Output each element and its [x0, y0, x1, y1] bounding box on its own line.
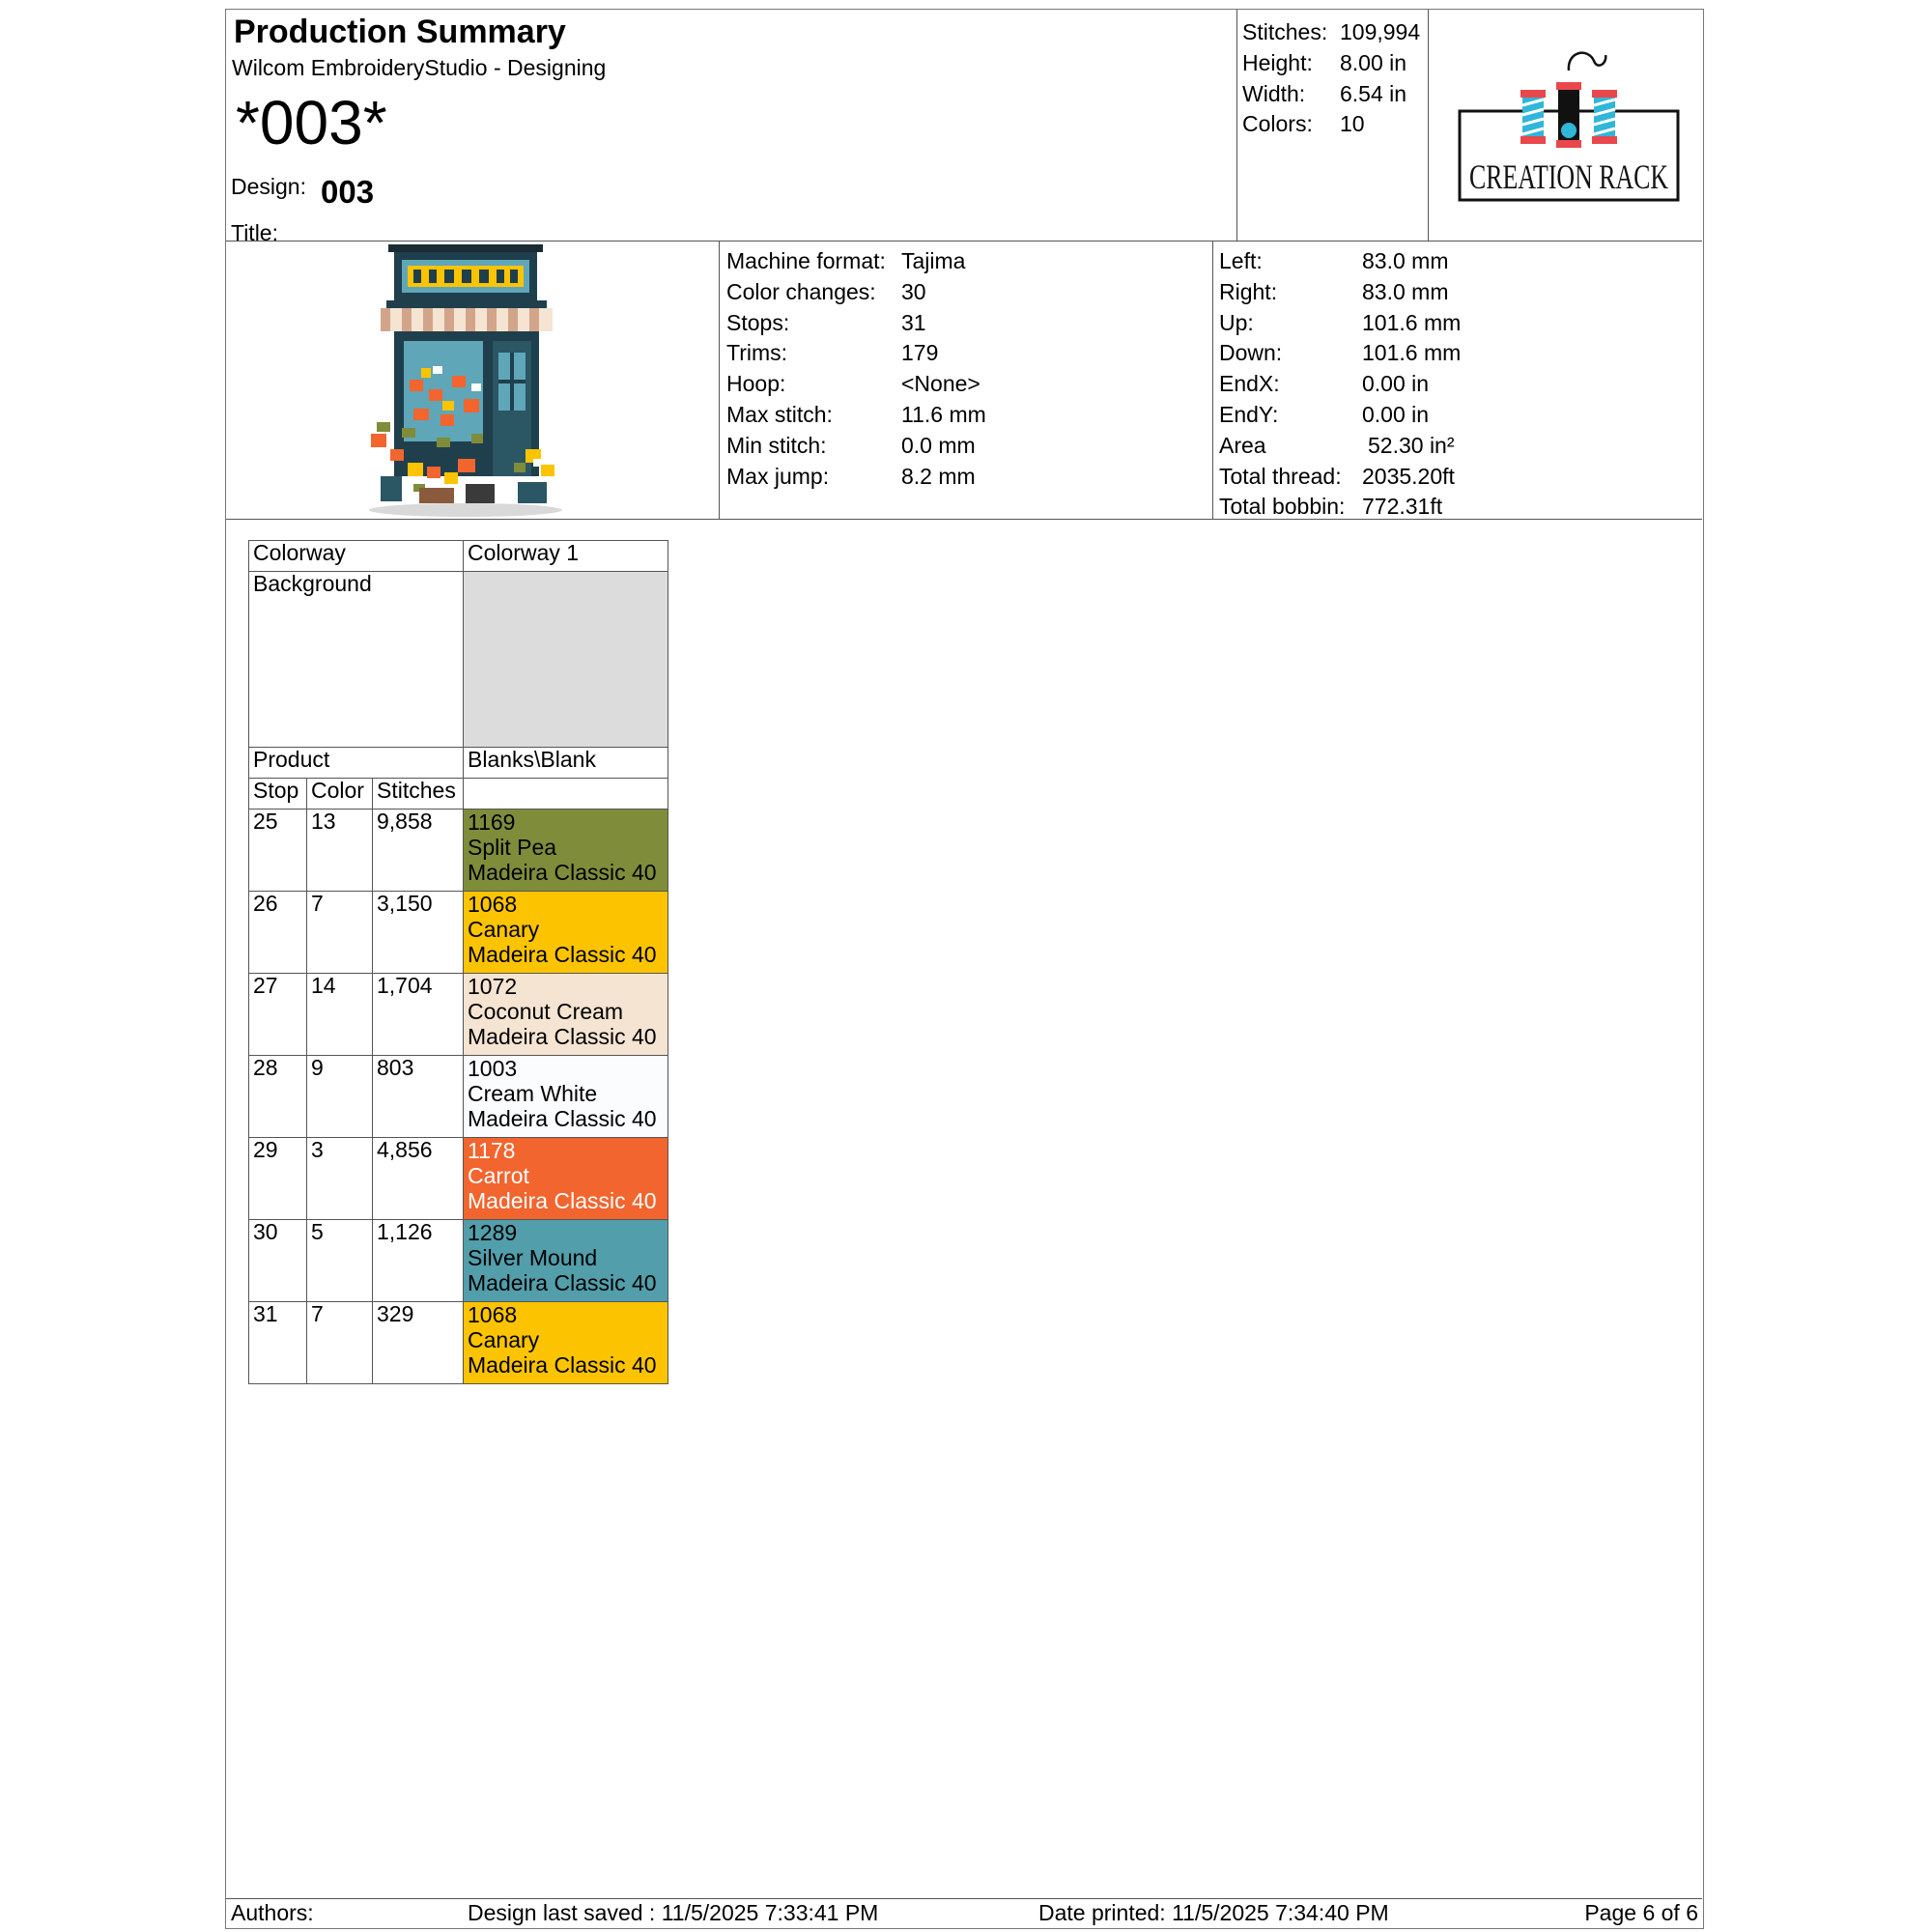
- logo-divider: [1428, 10, 1429, 241]
- left-label: Left:: [1219, 248, 1263, 273]
- thread-row: [249, 810, 668, 892]
- creation-rack-logo: [1453, 43, 1685, 208]
- stitch-count: 4,856: [373, 1138, 464, 1220]
- thread-swatch: [464, 974, 668, 1056]
- stop-column-header: Stop: [249, 779, 307, 810]
- logo-text: CREATION RACK: [1469, 157, 1669, 196]
- down-label: Down:: [1219, 340, 1283, 366]
- color-number: 7: [307, 1302, 373, 1384]
- stop-number: 26: [249, 892, 307, 974]
- footer-divider: [226, 1898, 1702, 1899]
- thread-brand: Madeira Classic 40: [468, 1188, 657, 1213]
- thread-brand: Madeira Classic 40: [468, 1270, 657, 1295]
- spool-left-icon: [1520, 90, 1546, 144]
- endx-label: EndX:: [1219, 371, 1280, 397]
- endy-label: EndY:: [1219, 401, 1279, 427]
- thread-name: Canary: [468, 917, 540, 942]
- color-number: 7: [307, 892, 373, 974]
- endx-value: 0.00 in: [1362, 371, 1430, 397]
- header-divider: [226, 241, 1702, 242]
- machine-info-list: [726, 246, 1209, 492]
- thread-name: Cream White: [468, 1081, 598, 1106]
- spool-right-icon: [1592, 90, 1617, 144]
- max-stitch-label: Max stitch:: [726, 401, 833, 427]
- thread-swatch: [464, 1056, 668, 1138]
- total-bobbin-value: 772.31ft: [1362, 494, 1443, 520]
- thread-icon: [1569, 53, 1605, 71]
- up-label: Up:: [1219, 309, 1254, 335]
- stop-number: 27: [249, 974, 307, 1056]
- thread-name: Split Pea: [468, 835, 557, 860]
- stitch-count: 1,126: [373, 1220, 464, 1302]
- dimensions-list: [1219, 246, 1692, 523]
- thread-brand: Madeira Classic 40: [468, 1106, 657, 1131]
- thread-brand: Madeira Classic 40: [468, 1352, 657, 1378]
- machine-divider: [1212, 241, 1213, 519]
- color-number: 3: [307, 1138, 373, 1220]
- footer-page-number: Page 6 of 6: [1584, 1900, 1698, 1925]
- stop-number: 25: [249, 810, 307, 892]
- stitch-count: 3,150: [373, 892, 464, 974]
- stitch-count: 803: [373, 1056, 464, 1138]
- thread-brand: Madeira Classic 40: [468, 1024, 657, 1049]
- file-name: *003*: [236, 88, 387, 157]
- color-number: 13: [307, 810, 373, 892]
- endy-value: 0.00 in: [1362, 401, 1430, 427]
- machine-format-value: Tajima: [901, 248, 966, 273]
- summary-divider: [1236, 10, 1237, 241]
- thread-rows: [249, 810, 668, 1384]
- right-label: Right:: [1219, 278, 1278, 304]
- thread-row: [249, 1220, 668, 1302]
- thread-row: [249, 1056, 668, 1138]
- width-value: 6.54 in: [1340, 80, 1407, 106]
- thread-code: 1068: [468, 1302, 518, 1327]
- thread-code: 1289: [468, 1220, 518, 1245]
- width-label: Width:: [1242, 80, 1306, 106]
- flower-shop-image: [352, 244, 583, 519]
- stitches-column-header: Stitches: [373, 779, 464, 810]
- color-changes-value: 30: [901, 278, 926, 304]
- thread-column-header: [464, 779, 668, 810]
- total-thread-value: 2035.20ft: [1362, 463, 1455, 489]
- thread-swatch: [464, 1302, 668, 1384]
- machine-format-label: Machine format:: [726, 248, 886, 273]
- thread-name: Silver Mound: [468, 1245, 598, 1270]
- thread-swatch: [464, 892, 668, 974]
- hoop-value: <None>: [901, 371, 980, 397]
- stop-number: 30: [249, 1220, 307, 1302]
- thread-swatch: [464, 810, 668, 892]
- thread-row: [249, 974, 668, 1056]
- stitch-count: 9,858: [373, 810, 464, 892]
- colorway-value: Colorway 1: [464, 541, 668, 572]
- max-jump-value: 8.2 mm: [901, 463, 976, 489]
- stops-value: 31: [901, 309, 926, 335]
- colorway-label: Colorway: [249, 541, 464, 572]
- thread-name: Carrot: [468, 1163, 529, 1188]
- stitch-count: 329: [373, 1302, 464, 1384]
- footer-last-saved: Design last saved : 11/5/2025 7:33:41 PM: [468, 1900, 879, 1925]
- stitch-count: 1,704: [373, 974, 464, 1056]
- footer-authors: Authors:: [231, 1900, 314, 1925]
- design-value: 003: [321, 174, 375, 210]
- thread-code: 1072: [468, 974, 518, 999]
- preview-divider: [719, 241, 720, 519]
- height-value: 8.00 in: [1340, 49, 1407, 75]
- thread-code: 1178: [468, 1138, 516, 1163]
- stitches-value: 109,994: [1340, 19, 1421, 44]
- product-label: Product: [249, 748, 464, 779]
- title-label: Title:: [231, 220, 278, 245]
- thread-name: Coconut Cream: [468, 999, 624, 1024]
- trims-label: Trims:: [726, 340, 788, 366]
- thread-swatch: [464, 1220, 668, 1302]
- area-label: Area: [1219, 432, 1266, 458]
- colors-label: Colors:: [1242, 111, 1313, 137]
- product-value: Blanks\Blank: [464, 748, 668, 779]
- thread-row: [249, 1138, 668, 1220]
- trims-value: 179: [901, 340, 939, 366]
- color-column-header: Color: [307, 779, 373, 810]
- min-stitch-value: 0.0 mm: [901, 432, 976, 458]
- stitches-label: Stitches:: [1242, 19, 1328, 44]
- color-number: 9: [307, 1056, 373, 1138]
- thread-swatch: [464, 1138, 668, 1220]
- color-number: 5: [307, 1220, 373, 1302]
- thread-name: Canary: [468, 1327, 540, 1352]
- thread-row: [249, 892, 668, 974]
- thread-code: 1068: [468, 892, 518, 917]
- color-number: 14: [307, 974, 373, 1056]
- max-jump-label: Max jump:: [726, 463, 830, 489]
- left-value: 83.0 mm: [1362, 248, 1449, 273]
- background-swatch: [464, 572, 668, 748]
- thread-brand: Madeira Classic 40: [468, 860, 657, 885]
- thread-brand: Madeira Classic 40: [468, 942, 657, 967]
- max-stitch-value: 11.6 mm: [901, 401, 986, 427]
- total-thread-label: Total thread:: [1219, 463, 1342, 489]
- height-label: Height:: [1242, 49, 1313, 75]
- software-name: Wilcom EmbroideryStudio - Designing: [232, 55, 607, 80]
- background-label: Background: [249, 572, 464, 748]
- down-value: 101.6 mm: [1362, 340, 1462, 366]
- thread-code: 1169: [468, 810, 516, 835]
- up-value: 101.6 mm: [1362, 309, 1462, 335]
- colorway-table: [248, 540, 668, 1384]
- spool-center-icon: [1556, 82, 1581, 148]
- report-title: Production Summary: [234, 14, 566, 50]
- colors-value: 10: [1340, 111, 1365, 137]
- area-value: 52.30 in²: [1368, 432, 1455, 458]
- color-changes-label: Color changes:: [726, 278, 876, 304]
- thread-code: 1003: [468, 1056, 518, 1081]
- summary-list: [1242, 17, 1426, 140]
- logo-graphic: [1453, 43, 1685, 208]
- min-stitch-label: Min stitch:: [726, 432, 827, 458]
- design-preview: [352, 244, 583, 519]
- stop-number: 28: [249, 1056, 307, 1138]
- thread-row: [249, 1302, 668, 1384]
- stop-number: 31: [249, 1302, 307, 1384]
- design-label: Design:: [231, 174, 306, 199]
- stop-number: 29: [249, 1138, 307, 1220]
- right-value: 83.0 mm: [1362, 278, 1449, 304]
- stops-label: Stops:: [726, 309, 790, 335]
- total-bobbin-label: Total bobbin:: [1219, 494, 1346, 520]
- hoop-label: Hoop:: [726, 371, 786, 397]
- production-summary-page: [225, 9, 1704, 1929]
- footer-date-printed: Date printed: 11/5/2025 7:34:40 PM: [1038, 1900, 1389, 1925]
